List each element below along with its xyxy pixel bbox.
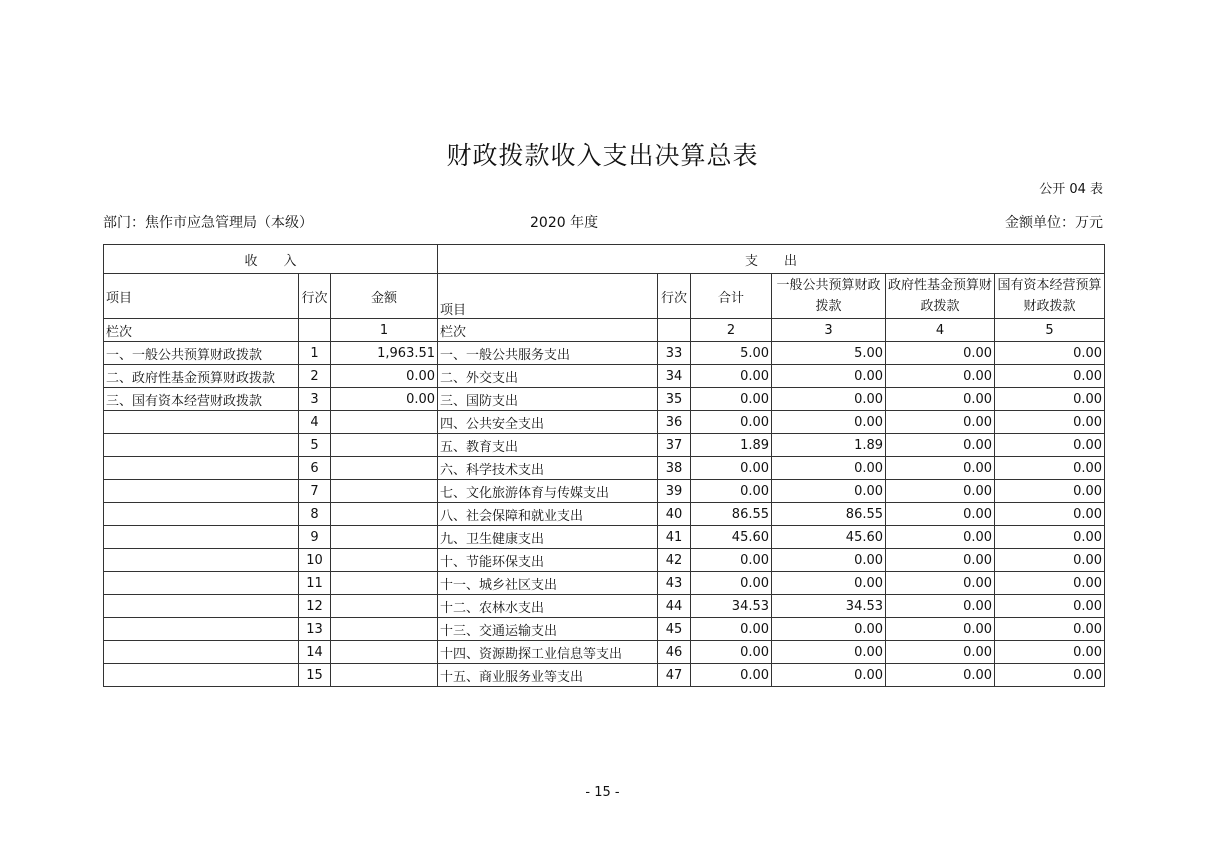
income-item-cell [104,411,299,434]
income-section-header: 收 入 [104,245,438,274]
total-cell: 0.00 [691,664,772,687]
expense-row-no-cell: 42 [658,549,691,572]
total-cell: 0.00 [691,641,772,664]
expense-item-cell: 十四、资源勘探工业信息等支出 [438,641,658,664]
index-c3: 3 [772,319,886,342]
expense-row-no-cell: 44 [658,595,691,618]
expense-item-cell: 六、科学技术支出 [438,457,658,480]
total-cell: 34.53 [691,595,772,618]
expense-row-no-cell: 46 [658,641,691,664]
table-row [104,480,1105,503]
state-capital-cell: 0.00 [995,618,1105,641]
expense-row-no-cell: 34 [658,365,691,388]
expense-item-cell: 十二、农林水支出 [438,595,658,618]
income-row-no-cell: 9 [299,526,331,549]
expense-item-cell: 十五、商业服务业等支出 [438,664,658,687]
expense-item-cell: 八、社会保障和就业支出 [438,503,658,526]
gov-fund-cell: 0.00 [886,641,995,664]
state-capital-cell: 0.00 [995,664,1105,687]
income-item-cell: 三、国有资本经营财政拨款 [104,388,299,411]
gov-fund-cell: 0.00 [886,618,995,641]
income-row-no-cell: 6 [299,457,331,480]
expense-row-no-cell: 41 [658,526,691,549]
table-row [104,526,1105,549]
gov-fund-cell: 0.00 [886,503,995,526]
total-cell: 1.89 [691,434,772,457]
expense-item-cell: 九、卫生健康支出 [438,526,658,549]
section-header-row [104,245,1105,274]
total-cell: 45.60 [691,526,772,549]
total-cell: 0.00 [691,480,772,503]
income-row-no-cell: 15 [299,664,331,687]
header-expense-item: 项目 [438,274,658,319]
fiscal-year: 2020 年度 [530,215,599,231]
income-item-cell [104,480,299,503]
table-row [104,618,1105,641]
state-capital-cell: 0.00 [995,526,1105,549]
income-row-no-cell: 5 [299,434,331,457]
state-capital-cell: 0.00 [995,388,1105,411]
expense-row-no-cell: 39 [658,480,691,503]
income-item-cell [104,618,299,641]
income-item-cell [104,503,299,526]
department-label: 部门：焦作市应急管理局（本级） [103,215,313,231]
total-cell: 0.00 [691,411,772,434]
general-budget-cell: 0.00 [772,641,886,664]
header-total: 合计 [691,274,772,319]
gov-fund-cell: 0.00 [886,365,995,388]
general-budget-cell: 0.00 [772,411,886,434]
total-cell: 0.00 [691,388,772,411]
general-budget-cell: 34.53 [772,595,886,618]
income-amount-cell [331,572,438,595]
income-item-cell: 二、政府性基金预算财政拨款 [104,365,299,388]
table-row [104,503,1105,526]
table-row [104,572,1105,595]
general-budget-cell: 45.60 [772,526,886,549]
index-c1: 1 [331,319,438,342]
expense-item-cell: 二、外交支出 [438,365,658,388]
income-amount-cell [331,480,438,503]
index-empty-cell [299,319,331,342]
income-row-no-cell: 8 [299,503,331,526]
income-item-cell [104,595,299,618]
income-row-no-cell: 7 [299,480,331,503]
gov-fund-cell: 0.00 [886,526,995,549]
total-cell: 0.00 [691,572,772,595]
general-budget-cell: 0.00 [772,572,886,595]
state-capital-cell: 0.00 [995,503,1105,526]
general-budget-cell: 0.00 [772,618,886,641]
expense-section-header: 支 出 [438,245,1105,274]
gov-fund-cell: 0.00 [886,388,995,411]
income-amount-cell [331,526,438,549]
header-income-row-no: 行次 [299,274,331,319]
index-label-2: 栏次 [438,319,658,342]
income-amount-cell: 0.00 [331,365,438,388]
income-amount-cell [331,664,438,687]
gov-fund-cell: 0.00 [886,434,995,457]
state-capital-cell: 0.00 [995,411,1105,434]
expense-item-cell: 十一、城乡社区支出 [438,572,658,595]
gov-fund-cell: 0.00 [886,480,995,503]
index-label: 栏次 [104,319,299,342]
gov-fund-cell: 0.00 [886,572,995,595]
income-amount-cell: 0.00 [331,388,438,411]
general-budget-cell: 0.00 [772,365,886,388]
income-item-cell [104,526,299,549]
budget-table [103,244,1105,687]
general-budget-cell: 5.00 [772,342,886,365]
income-row-no-cell: 3 [299,388,331,411]
table-row [104,549,1105,572]
table-body [104,245,1105,687]
general-budget-cell: 0.00 [772,664,886,687]
general-budget-cell: 0.00 [772,388,886,411]
income-amount-cell [331,549,438,572]
gov-fund-cell: 0.00 [886,595,995,618]
index-c5: 5 [995,319,1105,342]
index-empty-cell [658,319,691,342]
column-header-row [104,274,1105,319]
income-item-cell [104,457,299,480]
income-amount-cell [331,641,438,664]
income-row-no-cell: 12 [299,595,331,618]
index-c2: 2 [691,319,772,342]
column-index-row [104,319,1105,342]
header-income-item: 项目 [104,274,299,319]
income-row-no-cell: 14 [299,641,331,664]
expense-row-no-cell: 36 [658,411,691,434]
income-amount-cell [331,411,438,434]
table-row [104,664,1105,687]
income-row-no-cell: 4 [299,411,331,434]
income-amount-cell [331,457,438,480]
expense-row-no-cell: 37 [658,434,691,457]
expense-item-cell: 三、国防支出 [438,388,658,411]
expense-row-no-cell: 38 [658,457,691,480]
expense-item-cell: 五、教育支出 [438,434,658,457]
income-item-cell [104,434,299,457]
income-row-no-cell: 1 [299,342,331,365]
income-item-cell [104,664,299,687]
general-budget-cell: 0.00 [772,480,886,503]
gov-fund-cell: 0.00 [886,664,995,687]
header-expense-row-no: 行次 [658,274,691,319]
expense-row-no-cell: 33 [658,342,691,365]
income-item-cell [104,549,299,572]
state-capital-cell: 0.00 [995,572,1105,595]
header-general-budget: 一般公共预算财政拨款 [772,274,886,319]
table-row [104,434,1105,457]
state-capital-cell: 0.00 [995,457,1105,480]
income-amount-cell [331,595,438,618]
table-row [104,388,1105,411]
total-cell: 0.00 [691,365,772,388]
header-income-amount: 金额 [331,274,438,319]
gov-fund-cell: 0.00 [886,457,995,480]
state-capital-cell: 0.00 [995,595,1105,618]
header-state-capital: 国有资本经营预算财政拨款 [995,274,1105,319]
table-row [104,411,1105,434]
expense-row-no-cell: 47 [658,664,691,687]
income-item-cell: 一、一般公共预算财政拨款 [104,342,299,365]
header-gov-fund: 政府性基金预算财政拨款 [886,274,995,319]
expense-row-no-cell: 35 [658,388,691,411]
table-row [104,342,1105,365]
income-item-cell [104,641,299,664]
expense-item-cell: 十、节能环保支出 [438,549,658,572]
index-c4: 4 [886,319,995,342]
table-row [104,365,1105,388]
income-row-no-cell: 11 [299,572,331,595]
general-budget-cell: 1.89 [772,434,886,457]
expense-row-no-cell: 43 [658,572,691,595]
gov-fund-cell: 0.00 [886,549,995,572]
total-cell: 0.00 [691,618,772,641]
table-row [104,641,1105,664]
income-amount-cell: 1,963.51 [331,342,438,365]
gov-fund-cell: 0.00 [886,411,995,434]
state-capital-cell: 0.00 [995,641,1105,664]
income-row-no-cell: 2 [299,365,331,388]
income-row-no-cell: 13 [299,618,331,641]
income-amount-cell [331,434,438,457]
total-cell: 86.55 [691,503,772,526]
income-item-cell [104,572,299,595]
expense-item-cell: 七、文化旅游体育与传媒支出 [438,480,658,503]
general-budget-cell: 86.55 [772,503,886,526]
total-cell: 0.00 [691,457,772,480]
state-capital-cell: 0.00 [995,365,1105,388]
general-budget-cell: 0.00 [772,549,886,572]
income-amount-cell [331,618,438,641]
total-cell: 0.00 [691,549,772,572]
table-row [104,595,1105,618]
general-budget-cell: 0.00 [772,457,886,480]
state-capital-cell: 0.00 [995,342,1105,365]
expense-row-no-cell: 45 [658,618,691,641]
expense-row-no-cell: 40 [658,503,691,526]
page-number: - 15 - [585,785,620,800]
table-row [104,457,1105,480]
total-cell: 5.00 [691,342,772,365]
expense-item-cell: 四、公共安全支出 [438,411,658,434]
form-code: 公开 04 表 [1039,182,1103,197]
expense-item-cell: 十三、交通运输支出 [438,618,658,641]
expense-item-cell: 一、一般公共服务支出 [438,342,658,365]
gov-fund-cell: 0.00 [886,342,995,365]
amount-unit: 金额单位：万元 [1005,215,1103,231]
income-row-no-cell: 10 [299,549,331,572]
state-capital-cell: 0.00 [995,549,1105,572]
income-amount-cell [331,503,438,526]
state-capital-cell: 0.00 [995,434,1105,457]
state-capital-cell: 0.00 [995,480,1105,503]
page-title: 财政拨款收入支出决算总表 [446,141,759,170]
